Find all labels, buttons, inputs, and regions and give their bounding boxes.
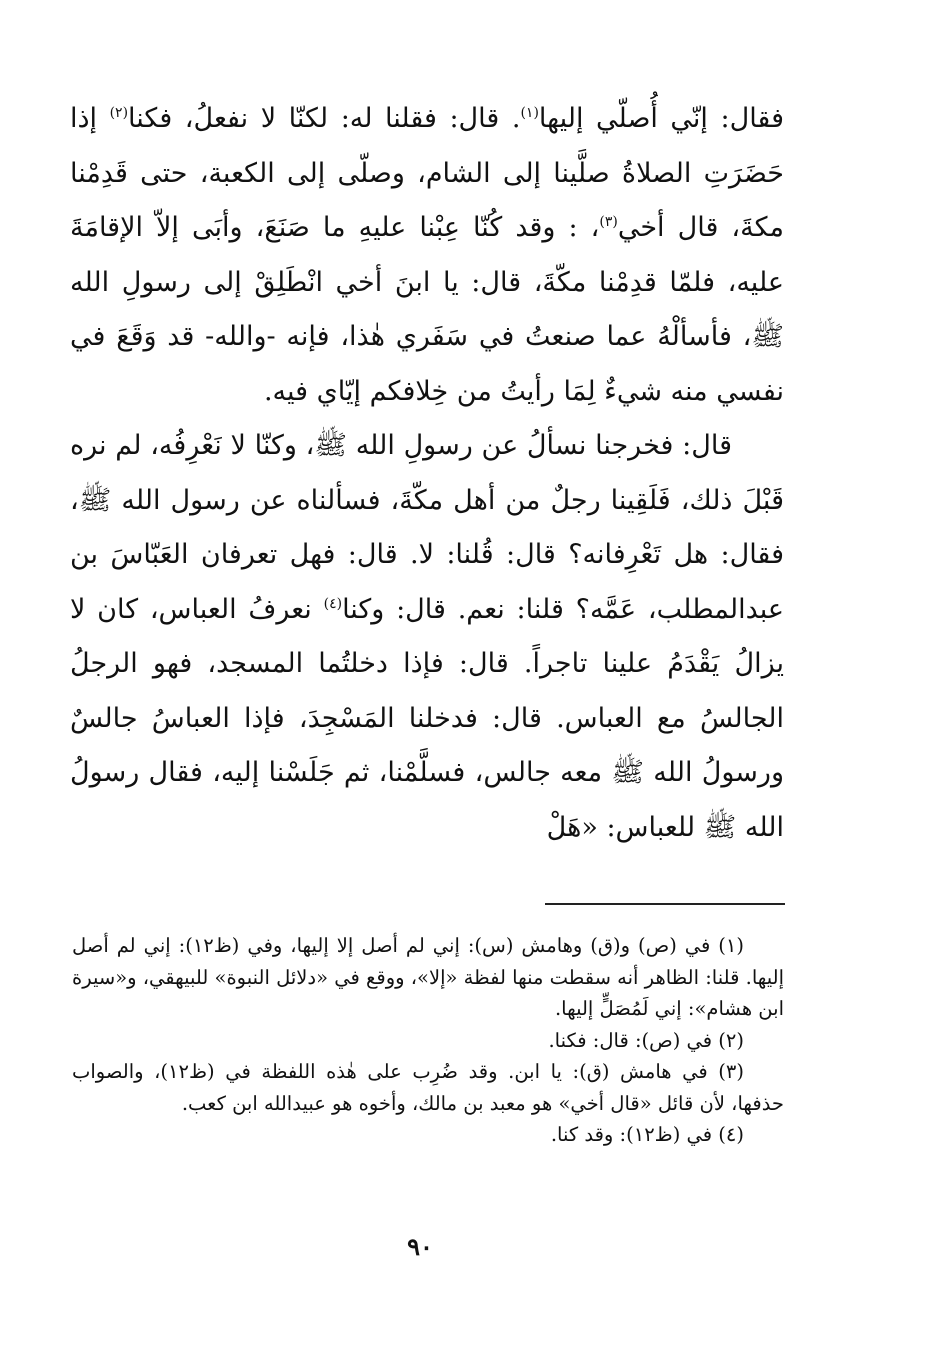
footnotes [72, 930, 784, 1151]
text-segment: . قال: فقلنا له: لكنّا لا نفعلُ، فكنا [128, 103, 521, 134]
footnote-ref-1: (١) [520, 105, 539, 121]
footnote-separator [545, 903, 785, 905]
text-segment: فقال: إنّي أُصلّي إليها [538, 103, 784, 134]
footnote-ref-2: (٢) [109, 105, 129, 121]
text-segment: ، : وقد كُنّا عِبْنا عليهِ ما صَنَعَ، وأبَى إلاّ الإقامَةَ عليه، فلمّا قدِمْنا مكّةَ، قال: يا ابنَ أخي انْطَلِقْ إلى رسولِ الله ﷺ، فأسألْهُ عما صنعتُ في سَفَري هٰذا، فإنه -والله- قد وَقَعَ في نفسي منه شيءٌ لِمَا رأيتُ من خِلافكم إيّاي فيه. [70, 212, 784, 407]
text-segment: نعرفُ العباس، كان لا يزالُ يَقْدَمُ علينا تاجراً. قال: فإذا دخلتُما المسجد، فهو الرجلُ الجالسُ مع العباس. قال: فدخلنا المَسْجِدَ، فإذا العباسُ جالسٌ ورسولُ الله ﷺ معه جالس، فسلَّمْنا، ثم جَلَسْنا إليه، فقال رسولُ الله ﷺ للعباس: «هَلْ [70, 593, 784, 843]
main-text [70, 92, 784, 855]
footnote-ref-4: (٤) [323, 595, 343, 612]
page-number: ٩٠ [407, 1232, 433, 1261]
text-segment: قال: فخرجنا نسألُ عن رسولِ الله ﷺ، وكنّا لا نَعْرِفُه، لم نره قَبْلَ ذلك، فَلَقِينا رجلٌ من أهل مكّةَ، فسألناه عن رسول الله ﷺ، فقال: هل تَعْرِفانه؟ قال: قُلنا: لا. قال: فهل تعرفان العَبّاسَ بن عبدالمطلب، عَمَّه؟ قلنا: نعم. قال: وكنا [70, 430, 784, 625]
paragraph-2 [70, 419, 784, 855]
footnote-3: (٣) في هامش (ق): يا ابن. وقد ضُرِب على هٰذه اللفظة في (ظ١٢)، والصواب حذفها، لأن قائل «قال أخي» هو معبد بن مالك، وأخوه هو عبيدالله ابن كعب. [72, 1060, 784, 1115]
footnote-2: (٢) في (ص): قال: فكنا. [548, 1028, 744, 1052]
footnote-ref-3: (٣) [599, 214, 618, 230]
paragraph-1 [70, 92, 784, 419]
text-segment: إذا حَضَرَتِ الصلاةُ صلَّينا إلى الشام، وصلّى إلى الكعبة، حتى قَدِمْنا مكةَ، قال أخي [70, 103, 784, 243]
footnote-1: (١) في (ص) و(ق) وهامش (س): إني لم أصل إلا إليها، وفي (ظ١٢): إني لم أصل إليها. قلنا: الظاهر أنه سقطت منها لفظة «إلا»، ووقع في «دلائل النبوة» للبيهقي، و«سيرة ابن هشام»: إني لَمُصَلٍّ إليها. [72, 934, 784, 1020]
footnote-4: (٤) في (ظ١٢): وقد كنا. [550, 1123, 744, 1146]
